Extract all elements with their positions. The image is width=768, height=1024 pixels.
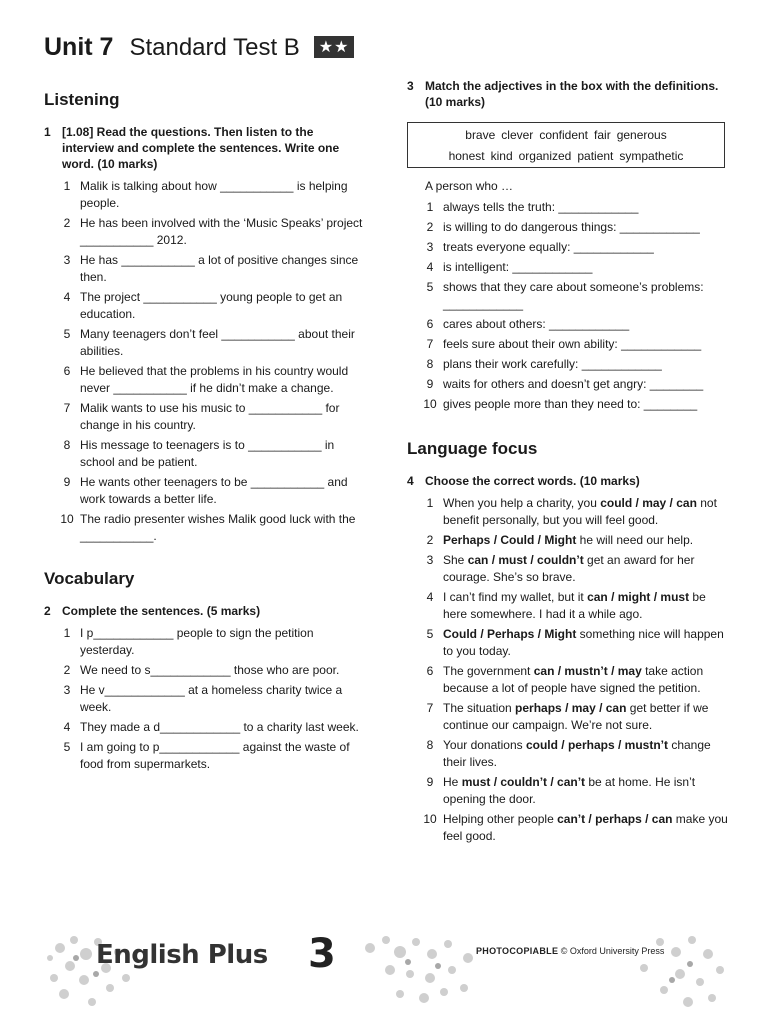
item-number: 8 xyxy=(63,438,71,452)
question-text: [1.08] Read the questions. Then listen to the interview and complete the sentences. Write one word. (10 marks) xyxy=(62,125,340,171)
list-item xyxy=(407,737,729,771)
item-number: 5 xyxy=(63,740,71,754)
answer-options[interactable]: could / may / can xyxy=(600,496,697,510)
item-text: Many teenagers don’t feel ___________ about their abilities. xyxy=(80,327,355,358)
item-text: Malik is talking about how ___________ is helping people. xyxy=(80,179,348,210)
item-number: 4 xyxy=(426,260,434,274)
question-3-items xyxy=(407,199,729,413)
test-name: Standard Test B xyxy=(129,34,300,61)
item-text: He has ___________ a lot of positive changes since then. xyxy=(80,253,359,284)
language-focus-heading: Language focus xyxy=(407,439,538,458)
item-number: 4 xyxy=(63,290,71,304)
list-item xyxy=(44,363,364,397)
adjective-word: generous xyxy=(616,128,667,142)
copyright-notice xyxy=(476,946,664,956)
answer-options[interactable]: can / might / must xyxy=(587,590,690,604)
adjective-box xyxy=(407,122,725,168)
list-item xyxy=(44,739,364,773)
list-item xyxy=(44,289,364,323)
list-item xyxy=(407,626,729,660)
item-text: His message to teenagers is to ___________ in school and be patient. xyxy=(80,438,335,469)
question-number: 4 xyxy=(407,474,414,488)
list-item xyxy=(44,215,364,249)
item-number: 9 xyxy=(426,775,434,789)
adjective-word: clever xyxy=(501,128,534,142)
item-text: is willing to do dangerous things: ____________ xyxy=(443,220,700,234)
item-number: 7 xyxy=(426,701,434,715)
item-text: always tells the truth: ____________ xyxy=(443,200,639,214)
item-text-part: The situation xyxy=(443,701,516,715)
item-number: 3 xyxy=(63,683,71,697)
photocopiable-label: PHOTOCOPIABLE xyxy=(476,946,559,956)
item-text: shows that they care about someone’s problems: ____________ xyxy=(443,280,704,311)
item-text: The radio presenter wishes Malik good luck with the ___________. xyxy=(80,512,356,543)
adjective-word: honest xyxy=(448,149,485,163)
list-item xyxy=(44,625,364,659)
item-number: 3 xyxy=(426,553,434,567)
item-text: We need to s____________ those who are poor. xyxy=(80,663,340,677)
item-number: 4 xyxy=(63,720,71,734)
list-item xyxy=(44,474,364,508)
list-item xyxy=(44,400,364,434)
list-item xyxy=(407,259,729,276)
item-number: 10 xyxy=(423,812,437,826)
question-text: Complete the sentences. (5 marks) xyxy=(62,604,261,618)
item-text-part: Helping other people xyxy=(443,812,558,826)
item-number: 6 xyxy=(426,664,434,678)
question-3-instruction xyxy=(407,78,729,110)
list-item xyxy=(44,682,364,716)
item-number: 2 xyxy=(63,216,71,230)
list-item xyxy=(407,199,729,216)
item-text-part: Your donations xyxy=(443,738,526,752)
list-item xyxy=(44,511,364,545)
list-item xyxy=(407,336,729,353)
item-number: 2 xyxy=(63,663,71,677)
answer-options[interactable]: can’t / perhaps / can xyxy=(557,812,673,826)
item-number: 3 xyxy=(63,253,71,267)
item-text-part: not benefit personally, but you will feel good. xyxy=(443,496,717,527)
answer-options[interactable]: can / mustn’t / may xyxy=(533,664,642,678)
adjective-word: organized xyxy=(518,149,572,163)
adjective-word: fair xyxy=(594,128,611,142)
question-2-instruction xyxy=(44,603,364,619)
item-text: I p____________ people to sign the petition yesterday. xyxy=(80,626,314,657)
list-item xyxy=(407,663,729,697)
adjective-word: sympathetic xyxy=(619,149,684,163)
item-text: They made a d____________ to a charity last week. xyxy=(80,720,359,734)
list-item xyxy=(407,316,729,333)
item-text: gives people more than they need to: ________ xyxy=(443,397,698,411)
item-text-part: something nice will happen to you today. xyxy=(443,627,724,658)
list-item xyxy=(44,662,364,679)
item-text: I am going to p____________ against the waste of food from supermarkets. xyxy=(80,740,350,771)
item-text: feels sure about their own ability: ____________ xyxy=(443,337,702,351)
list-item xyxy=(407,396,729,413)
item-number: 5 xyxy=(426,627,434,641)
item-number: 1 xyxy=(63,626,71,640)
item-text xyxy=(443,552,729,586)
item-number: 6 xyxy=(63,364,71,378)
item-text xyxy=(443,737,729,771)
list-item xyxy=(407,700,729,734)
list-item xyxy=(407,774,729,808)
answer-options[interactable]: can / must / couldn’t xyxy=(467,553,584,567)
question-2-items xyxy=(44,625,364,773)
item-text: waits for others and doesn’t get angry: ________ xyxy=(443,377,704,391)
item-text-part: get better if we continue our campaign. We’re not sure. xyxy=(443,701,709,732)
item-text-part: She xyxy=(443,553,468,567)
question-number: 3 xyxy=(407,79,414,93)
adjective-word: patient xyxy=(577,149,614,163)
item-text: is intelligent: ____________ xyxy=(443,260,593,274)
list-item xyxy=(44,252,364,286)
list-item xyxy=(407,495,729,529)
item-text: The project ___________ young people to get an education. xyxy=(80,290,343,321)
page-title xyxy=(44,33,354,65)
list-item xyxy=(407,279,729,313)
item-text-part: take action because a lot of people have signed the petition. xyxy=(443,664,704,695)
item-number: 7 xyxy=(426,337,434,351)
item-number: 5 xyxy=(426,280,434,294)
item-text xyxy=(443,495,729,529)
vocabulary-heading: Vocabulary xyxy=(44,569,135,588)
adjective-row xyxy=(408,146,724,167)
list-item xyxy=(407,376,729,393)
item-text: plans their work carefully: ____________ xyxy=(443,357,662,371)
unit-label: Unit 7 xyxy=(44,33,114,61)
item-text: cares about others: ____________ xyxy=(443,317,630,331)
item-text: Malik wants to use his music to ___________ for change in his country. xyxy=(80,401,340,432)
brand-level: 3 xyxy=(308,931,336,977)
adjective-word: brave xyxy=(465,128,496,142)
item-number: 7 xyxy=(63,401,71,415)
item-text: He believed that the problems in his country would never ___________ if he didn’t make a change. xyxy=(80,364,349,395)
item-number: 2 xyxy=(426,533,434,547)
right-column xyxy=(407,78,729,848)
list-item xyxy=(44,437,364,471)
list-item xyxy=(407,811,729,845)
list-item xyxy=(407,356,729,373)
question-text: Choose the correct words. (10 marks) xyxy=(425,474,640,488)
question-text: Match the adjectives in the box with the definitions. (10 marks) xyxy=(425,79,719,109)
item-text-part: be here somewhere. I had it a while ago. xyxy=(443,590,706,621)
item-text-part: He xyxy=(443,775,462,789)
question-4-items xyxy=(407,495,729,845)
item-text-part: The government xyxy=(443,664,534,678)
item-text-part: change their lives. xyxy=(443,738,711,769)
question-1-instruction xyxy=(44,124,364,172)
item-number: 2 xyxy=(426,220,434,234)
list-item xyxy=(407,552,729,586)
item-number: 1 xyxy=(426,200,434,214)
item-text: He v____________ at a homeless charity twice a week. xyxy=(80,683,343,714)
item-number: 8 xyxy=(426,357,434,371)
question-1-items xyxy=(44,178,364,545)
item-number: 5 xyxy=(63,327,71,341)
brand-logo: English Plus xyxy=(96,940,268,970)
item-text xyxy=(443,774,729,808)
item-text xyxy=(443,589,729,623)
list-item xyxy=(44,326,364,360)
question-number: 1 xyxy=(44,125,51,139)
answer-options[interactable]: Could / Perhaps / Might xyxy=(443,627,577,641)
list-item xyxy=(44,178,364,212)
item-text xyxy=(443,532,729,549)
item-number: 4 xyxy=(426,590,434,604)
item-number: 1 xyxy=(63,179,71,193)
item-text: treats everyone equally: ____________ xyxy=(443,240,654,254)
item-text xyxy=(443,700,729,734)
answer-options[interactable]: Perhaps / Could / Might xyxy=(443,533,577,547)
item-text-part: When you help a charity, you xyxy=(443,496,601,510)
answer-options[interactable]: could / perhaps / mustn’t xyxy=(525,738,668,752)
item-number: 10 xyxy=(60,512,74,526)
item-text: He wants other teenagers to be ___________ and work towards a better life. xyxy=(80,475,348,506)
adjective-row xyxy=(408,125,724,146)
list-item xyxy=(407,239,729,256)
item-text xyxy=(443,626,729,660)
item-text xyxy=(443,811,729,845)
question-number: 2 xyxy=(44,604,51,618)
publisher-label: © Oxford University Press xyxy=(560,946,665,956)
item-text-part: be at home. He isn’t opening the door. xyxy=(443,775,696,806)
list-item xyxy=(407,532,729,549)
item-number: 10 xyxy=(423,397,437,411)
item-text-part: get an award for her courage. She’s so brave. xyxy=(443,553,695,584)
item-text-part: make you feel good. xyxy=(443,812,728,843)
item-text: He has been involved with the ‘Music Speaks’ project ___________ 2012. xyxy=(80,216,363,247)
item-text xyxy=(443,663,729,697)
left-column xyxy=(44,90,364,776)
answer-options[interactable]: perhaps / may / can xyxy=(515,701,627,715)
adjective-word: confident xyxy=(539,128,589,142)
item-number: 9 xyxy=(426,377,434,391)
question-4-instruction xyxy=(407,473,729,489)
item-number: 3 xyxy=(426,240,434,254)
item-text-part: I can’t find my wallet, but it xyxy=(443,590,588,604)
item-number: 8 xyxy=(426,738,434,752)
item-text-part: he will need our help. xyxy=(576,533,694,547)
item-number: 9 xyxy=(63,475,71,489)
difficulty-stars: ★★ xyxy=(314,36,355,58)
list-item xyxy=(407,589,729,623)
listening-heading: Listening xyxy=(44,90,120,109)
item-number: 1 xyxy=(426,496,434,510)
definitions-lead: A person who … xyxy=(425,179,514,193)
adjective-word: kind xyxy=(490,149,513,163)
answer-options[interactable]: must / couldn’t / can’t xyxy=(461,775,586,789)
list-item xyxy=(407,219,729,236)
item-number: 6 xyxy=(426,317,434,331)
list-item xyxy=(44,719,364,736)
